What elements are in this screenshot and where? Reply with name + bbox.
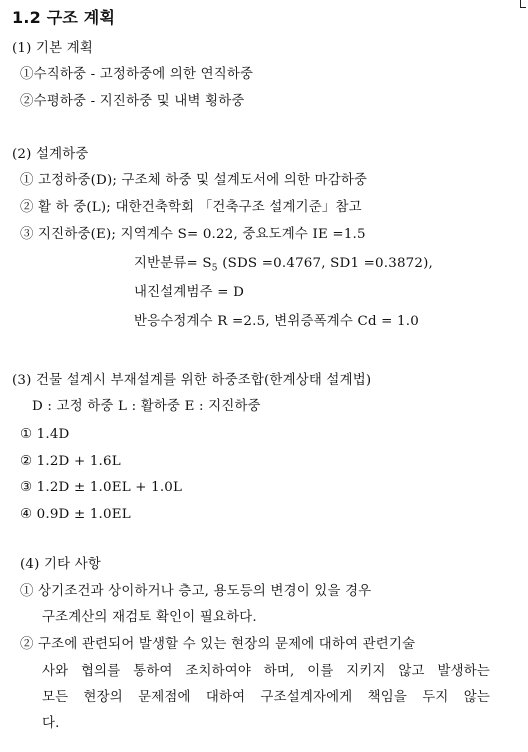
other-item2-line1: ② 구조에 관련되어 발생할 수 있는 현장의 문제에 대하여 관련기술	[20, 637, 416, 652]
design-load-live: ② 활 하 중(L); 대한건축학회 「건축구조 설계기준」참고	[20, 200, 362, 215]
combination-heading: (3) 건물 설계시 부재설계를 위한 하중조합(한계상태 설계법)	[12, 373, 372, 388]
other-item2-line2: 사와 협의를 통하여 조치하여야 하며, 이를 지키지 않고 발생하는	[42, 664, 490, 679]
other-item1-line2: 구조계산의 재검토 확인이 필요하다.	[42, 610, 257, 625]
section-title: 1.2 구조 계획	[12, 8, 116, 27]
combination-item-3: ③ 1.2D ± 1.0EL + 1.0L	[20, 480, 183, 495]
page-corner-mark-horizontal	[520, 7, 526, 8]
design-load-seismic: ③ 지진하중(E); 지역계수 S= 0.22, 중요도계수 IE =1.5	[20, 227, 366, 242]
combination-item-2: ② 1.2D + 1.6L	[20, 454, 121, 469]
basic-plan-item-vertical: ①수직하중 - 고정하중에 의한 연직하중	[20, 67, 254, 82]
basic-plan-item-horizontal: ②수평하중 - 지진하중 및 내벽 횡하중	[20, 94, 245, 109]
design-load-factors: 반응수정계수 R =2.5, 변위증폭계수 Cd = 1.0	[134, 314, 419, 329]
basic-plan-heading: (1) 기본 계획	[12, 41, 94, 56]
combination-item-1: ① 1.4D	[20, 427, 70, 442]
other-heading: (4) 기타 사항	[20, 557, 102, 572]
design-load-heading: (2) 설계하중	[12, 147, 89, 162]
combination-item-4: ④ 0.9D ± 1.0EL	[20, 507, 131, 522]
soil-class-subscript: 5	[211, 263, 218, 274]
combination-legend: D : 고정 하중 L : 활하중 E : 지진하중	[32, 399, 261, 414]
other-item2-line3: 모든 현장의 문제점에 대하여 구조설계자에게 책임을 두지 않는	[42, 690, 490, 705]
other-item2-line4: 다.	[42, 716, 60, 731]
soil-class-prefix: 지반분류= S	[134, 256, 212, 271]
design-load-dead: ① 고정하중(D); 구조체 하중 및 설계도서에 의한 마감하중	[20, 173, 368, 188]
other-item1-line1: ① 상기조건과 상이하거나 층고, 용도등의 변경이 있을 경우	[20, 584, 372, 599]
design-load-soil-class	[134, 255, 433, 273]
design-load-seismic-category: 내진설계범주 = D	[134, 285, 245, 300]
soil-class-suffix: (SDS =0.4767, SD1 =0.3872),	[217, 256, 433, 271]
